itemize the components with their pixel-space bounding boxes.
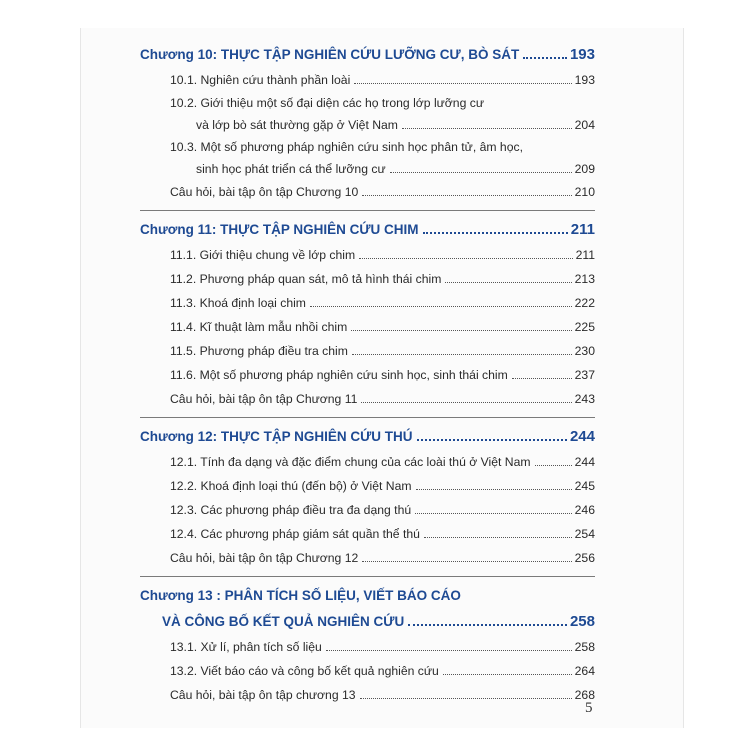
dot-leader xyxy=(359,258,572,259)
page-number: 5 xyxy=(585,700,593,716)
entry-page: 254 xyxy=(574,527,595,541)
toc-entry[interactable] xyxy=(140,339,595,363)
dot-leader xyxy=(523,57,567,59)
entry-page: 243 xyxy=(574,392,595,406)
chapter-title: Chương 11: THỰC TẬP NGHIÊN CỨU CHIM xyxy=(140,222,419,237)
dot-leader xyxy=(352,354,572,355)
entry-page: 210 xyxy=(574,185,595,199)
toc-entry[interactable] xyxy=(140,363,595,387)
chapter-heading-cont[interactable] xyxy=(140,609,595,635)
entry-page: 246 xyxy=(574,503,595,517)
chapter-10 xyxy=(140,36,595,204)
dot-leader xyxy=(360,698,572,699)
toc-entry[interactable] xyxy=(140,635,595,659)
entry-title: 12.3. Các phương pháp điều tra đa dạng thú xyxy=(170,503,412,517)
dot-leader xyxy=(443,674,572,675)
dot-leader xyxy=(535,465,572,466)
chapter-title: Chương 12: THỰC TẬP NGHIÊN CỨU THÚ xyxy=(140,429,413,444)
toc-entry[interactable] xyxy=(140,683,595,707)
entry-title: 10.2. Giới thiệu một số đại diện các họ trong lớp lưỡng cư xyxy=(170,96,484,110)
entry-page: 268 xyxy=(574,688,595,702)
toc-entry[interactable] xyxy=(140,474,595,498)
dot-leader xyxy=(390,172,572,173)
dot-leader xyxy=(361,402,571,403)
dot-leader xyxy=(415,513,572,514)
toc-entry[interactable] xyxy=(140,498,595,522)
toc-entry[interactable] xyxy=(140,92,595,136)
entry-title: 12.1. Tính đa dạng và đặc điểm chung của các loài thú ở Việt Nam xyxy=(170,455,531,469)
entry-title: 11.2. Phương pháp quan sát, mô tả hình thái chim xyxy=(170,272,442,286)
entry-title: 12.2. Khoá định loại thú (đến bộ) ở Việt Nam xyxy=(170,479,412,493)
chapter-title: Chương 10: THỰC TẬP NGHIÊN CỨU LƯỠNG CƯ, BÒ SÁT xyxy=(140,47,520,62)
dot-leader xyxy=(423,232,568,234)
entry-page: 230 xyxy=(574,344,595,358)
toc-entry[interactable] xyxy=(140,267,595,291)
toc-entry[interactable] xyxy=(140,68,595,92)
chapter-page: 211 xyxy=(570,221,595,238)
entry-page: 193 xyxy=(574,73,595,87)
entry-page: 225 xyxy=(574,320,595,334)
entry-page: 244 xyxy=(574,455,595,469)
entry-title: Câu hỏi, bài tập ôn tập Chương 11 xyxy=(170,392,358,406)
dot-leader xyxy=(408,624,567,626)
entry-title: 11.4. Kĩ thuật làm mẫu nhồi chim xyxy=(170,320,348,334)
toc-entry[interactable] xyxy=(140,291,595,315)
entry-title: 12.4. Các phương pháp giám sát quần thể thú xyxy=(170,527,420,541)
entry-title: 10.3. Một số phương pháp nghiên cứu sinh học phân tử, âm học, xyxy=(170,140,523,154)
dot-leader xyxy=(445,282,571,283)
chapter-heading[interactable] xyxy=(140,217,595,243)
toc-entry[interactable] xyxy=(140,659,595,683)
entry-title-cont: và lớp bò sát thường gặp ở Việt Nam xyxy=(196,118,398,132)
toc-entry[interactable] xyxy=(140,387,595,411)
chapter-page: 258 xyxy=(569,613,595,630)
entry-title: 11.3. Khoá định loại chim xyxy=(170,296,306,310)
dot-leader xyxy=(362,561,571,562)
entry-title: 13.2. Viết báo cáo và công bố kết quả nghiên cứu xyxy=(170,664,439,678)
chapter-heading[interactable] xyxy=(140,583,595,609)
entry-page: 256 xyxy=(574,551,595,565)
entry-page: 211 xyxy=(575,248,595,262)
toc-entry[interactable] xyxy=(140,522,595,546)
toc-entry[interactable] xyxy=(140,243,595,267)
entry-page: 209 xyxy=(574,162,595,176)
entry-page: 222 xyxy=(574,296,595,310)
dot-leader xyxy=(402,128,572,129)
entry-title: 10.1. Nghiên cứu thành phần loài xyxy=(170,73,351,87)
toc-entry[interactable] xyxy=(140,450,595,474)
entry-title: 11.6. Một số phương pháp nghiên cứu sinh học, sinh thái chim xyxy=(170,368,508,382)
chapter-heading[interactable] xyxy=(140,424,595,450)
chapter-heading[interactable] xyxy=(140,42,595,68)
dot-leader xyxy=(351,330,571,331)
entry-page: 204 xyxy=(574,118,595,132)
entry-title: 11.1. Giới thiệu chung về lớp chim xyxy=(170,248,356,262)
chapter-title-cont: VÀ CÔNG BỐ KẾT QUẢ NGHIÊN CỨU xyxy=(162,614,405,629)
chapter-page: 244 xyxy=(569,428,595,445)
toc-entry[interactable] xyxy=(140,315,595,339)
chapter-page: 193 xyxy=(569,46,595,63)
dot-leader xyxy=(354,83,571,84)
chapter-title: Chương 13 : PHÂN TÍCH SỐ LIỆU, VIẾT BÁO CÁO xyxy=(140,588,461,603)
entry-title: 11.5. Phương pháp điều tra chim xyxy=(170,344,348,358)
toc-entry[interactable] xyxy=(140,546,595,570)
chapter-12 xyxy=(140,417,595,570)
dot-leader xyxy=(310,306,572,307)
entry-title: 13.1. Xử lí, phân tích số liệu xyxy=(170,640,322,654)
toc-entry[interactable] xyxy=(140,180,595,204)
entry-page: 245 xyxy=(574,479,595,493)
dot-leader xyxy=(424,537,572,538)
entry-title-cont: sinh học phát triển cá thể lưỡng cư xyxy=(196,162,386,176)
dot-leader xyxy=(512,378,572,379)
entry-page: 264 xyxy=(574,664,595,678)
toc-entry[interactable] xyxy=(140,136,595,180)
chapter-13 xyxy=(140,576,595,707)
entry-page: 237 xyxy=(574,368,595,382)
entry-page: 258 xyxy=(574,640,595,654)
entry-page: 213 xyxy=(574,272,595,286)
chapter-11 xyxy=(140,210,595,411)
dot-leader xyxy=(417,439,567,441)
dot-leader xyxy=(416,489,572,490)
dot-leader xyxy=(326,650,572,651)
entry-title: Câu hỏi, bài tập ôn tập Chương 12 xyxy=(170,551,359,565)
entry-title: Câu hỏi, bài tập ôn tập Chương 10 xyxy=(170,185,359,199)
entry-title: Câu hỏi, bài tập ôn tập chương 13 xyxy=(170,688,356,702)
table-of-contents xyxy=(140,36,595,713)
dot-leader xyxy=(362,195,571,196)
